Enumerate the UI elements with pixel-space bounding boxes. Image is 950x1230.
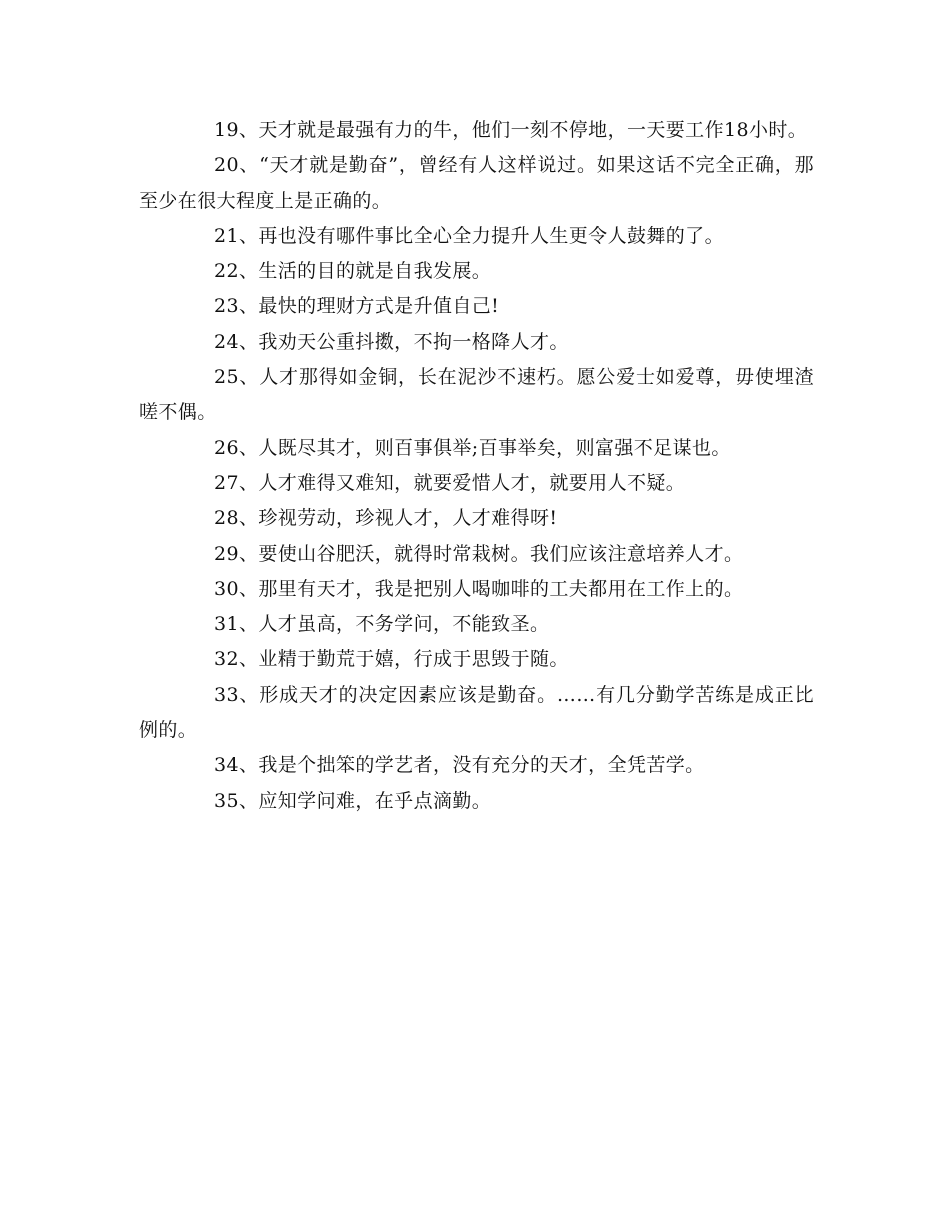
quote-paragraph-26: 26、人既尽其才，则百事俱举;百事举矣，则富强不足谋也。	[214, 436, 731, 459]
quote-paragraph-33: 33、形成天才的决定因素应该是勤奋。……有几分勤学苦练是成正比例的。	[139, 683, 814, 742]
quote-paragraph-21: 21、再也没有哪件事比全心全力提升人生更令人鼓舞的了。	[214, 224, 724, 247]
quote-paragraph-20: 20、“天才就是勤奋”，曾经有人这样说过。如果这话不完全正确，那至少在很大程度上是正确的。	[139, 154, 814, 212]
quote-paragraph-25: 25、人才那得如金铜，长在泥沙不速朽。愿公爱士如爱尊，毋使埋渣嗟不偶。	[139, 366, 814, 424]
quote-paragraph-23: 23、最快的理财方式是升值自己!	[214, 295, 500, 318]
quote-paragraph-35: 35、应知学问难，在乎点滴勤。	[214, 789, 492, 812]
quote-paragraph-32: 32、业精于勤荒于嬉，行成于思毁于随。	[214, 648, 569, 671]
quote-paragraph-19: 19、天才就是最强有力的牛，他们一刻不停地，一天要工作18小时。	[214, 119, 808, 141]
quote-paragraph-31: 31、人才虽高，不务学问，不能致圣。	[214, 613, 550, 636]
document-body	[139, 113, 814, 819]
quote-paragraph-30: 30、那里有天才，我是把别人喝咖啡的工夫都用在工作上的。	[214, 577, 744, 600]
quote-paragraph-34: 34、我是个拙笨的学艺者，没有充分的天才，全凭苦学。	[214, 754, 705, 777]
quote-paragraph-29: 29、要使山谷肥沃，就得时常栽树。我们应该注意培养人才。	[214, 542, 744, 565]
quote-paragraph-22: 22、生活的目的就是自我发展。	[214, 260, 492, 283]
quote-paragraph-28: 28、珍视劳动，珍视人才，人才难得呀!	[214, 507, 558, 530]
quote-paragraph-27: 27、人才难得又难知，就要爱惜人才，就要用人不疑。	[214, 471, 686, 494]
quote-paragraph-24: 24、我劝天公重抖擞，不拘一格降人才。	[214, 330, 569, 353]
